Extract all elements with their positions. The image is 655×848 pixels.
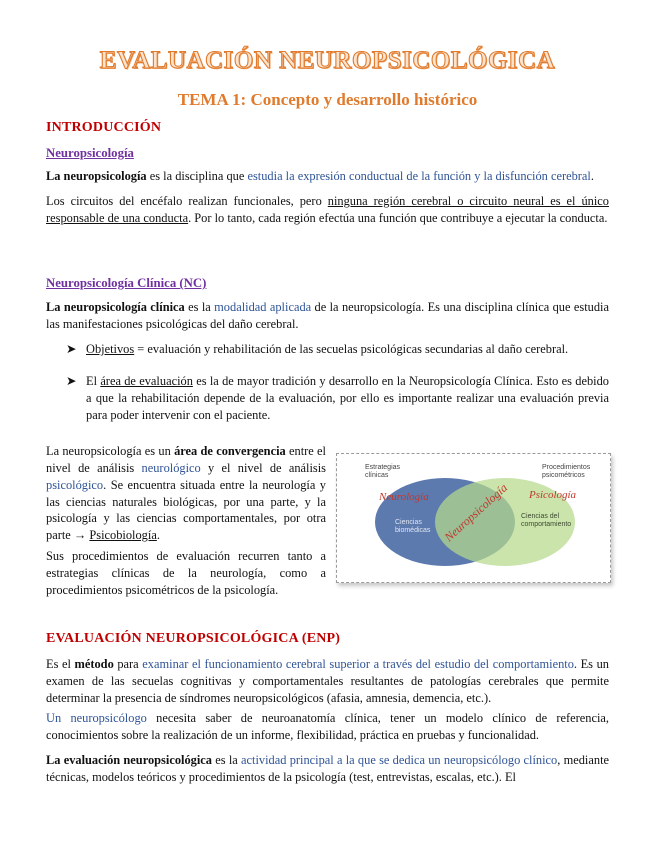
neuropsicologia-label: Neuropsicología bbox=[441, 480, 511, 545]
estrategias-label-1: Estrategias bbox=[365, 464, 401, 471]
bold-term: método bbox=[74, 657, 114, 671]
text: , mediante técnicas, modelos teóricos y procedimientos de la psicología (test, entrevistas, escalas, etc.). El bbox=[46, 753, 610, 784]
biomedicas-label-1: Ciencias bbox=[395, 519, 422, 526]
procedimientos-paragraph: Sus procedimientos de evaluación recurren tanto a estrategias clínicas de la neurología, como a procedimientos psicométricos de la psicología. bbox=[46, 549, 326, 597]
text: Los circuitos del encéfalo realizan funcionales, pero bbox=[46, 194, 328, 208]
underlined-text: área de evaluación bbox=[100, 374, 193, 388]
comportamiento-label-1: Ciencias del bbox=[521, 513, 560, 520]
highlight-text: modalidad aplicada bbox=[214, 300, 312, 314]
enp-paragraph-2 bbox=[46, 710, 609, 744]
bold-term: área de convergencia bbox=[174, 444, 286, 458]
intro-paragraph-2 bbox=[46, 193, 609, 227]
neurologia-label: Neurología bbox=[379, 491, 429, 503]
enp-paragraph-1 bbox=[46, 656, 609, 707]
text: entre el nivel de análisis bbox=[46, 444, 326, 475]
bold-term: La neuropsicología clínica bbox=[46, 300, 185, 314]
venn-svg bbox=[337, 454, 612, 584]
bold-term: La evaluación neuropsicológica bbox=[46, 753, 212, 767]
document-title: EVALUACIÓN NEUROPSICOLÓGICA bbox=[99, 47, 556, 74]
text: es la bbox=[212, 753, 242, 767]
underlined-text: ninguna región cerebral o circuito neural es el único responsable de una conducta bbox=[46, 194, 609, 225]
text: . Por lo tanto, cada región efectúa una función que contribuye a ejecutar la conducta. bbox=[188, 210, 608, 225]
underlined-text: Psicobiología bbox=[89, 528, 157, 543]
clinica-paragraph bbox=[46, 299, 609, 333]
intro-paragraph-1 bbox=[46, 168, 609, 185]
intro-heading: INTRODUCCIÓN bbox=[46, 120, 162, 135]
procedimientos-label-2: psicométricos bbox=[542, 472, 585, 479]
enp-heading: EVALUACIÓN NEUROPSICOLÓGICA (ENP) bbox=[46, 631, 341, 646]
text: es la bbox=[184, 300, 215, 314]
text: . Es un examen de las secuelas cognitivas y comportamentales resultantes de patologías cerebrales que permite determinar la presencia de síndromes neuropsicológicos (afasia, amnesia, demencia, etc.). bbox=[46, 657, 609, 705]
text: . Se encuentra situada entre la neurología y las ciencias naturales biológicas, por una parte, y la psicología y las ciencias comportamentales, por otra parte → bbox=[46, 477, 326, 543]
enp-paragraph-3 bbox=[46, 752, 609, 786]
clinica-subheading: Neuropsicología Clínica (NC) bbox=[46, 276, 207, 290]
text: es la de mayor tradición y desarrollo en la Neuropsicología Clínica. Esto es debido a que la rehabilitación depende de la evaluación, por ello es importante realizar una evaluación previa para poder intervenir con el paciente. bbox=[86, 374, 609, 422]
highlight-text: psicológico bbox=[46, 477, 104, 492]
text: de la neuropsicología. Es una disciplina clínica que estudia las manifestaciones psicológicas del daño cerebral. bbox=[46, 300, 609, 331]
text: El bbox=[86, 374, 101, 388]
text: y el nivel de análisis bbox=[200, 460, 327, 475]
text: para bbox=[113, 657, 143, 671]
evaluacion-bullet bbox=[66, 373, 609, 424]
highlight-text: examinar el funcionamiento cerebral superior a través del estudio del comportamiento bbox=[142, 657, 574, 671]
highlight-text: Un neuropsicólogo bbox=[46, 711, 147, 725]
neuropsicologia-subheading: Neuropsicología bbox=[46, 146, 134, 160]
convergencia-paragraph bbox=[46, 443, 326, 544]
arrow-bullet-icon: ➤ bbox=[66, 374, 77, 388]
comportamiento-label-2: comportamiento bbox=[521, 521, 572, 528]
highlight-text: estudia la expresión conductual de la función y la disfunción cerebral bbox=[247, 169, 591, 183]
psicologia-label: Psicología bbox=[529, 489, 577, 501]
text: La neuropsicología es un bbox=[46, 444, 175, 458]
underlined-text: Objetivos bbox=[86, 342, 135, 356]
text: necesita saber de neuroanatomía clínica, tener un modelo clínico de referencia, conocimientos sobre la realización de un informe, flexibilidad, práctica en pruebas y funcionalidad. bbox=[46, 711, 609, 742]
text: = evaluación y rehabilitación de las secuelas psicológicas secundarias al daño cerebral. bbox=[134, 342, 569, 356]
text: . bbox=[590, 169, 594, 183]
objetivos-bullet bbox=[66, 341, 609, 358]
bold-term: La neuropsicología bbox=[46, 169, 147, 183]
text: Es el bbox=[46, 657, 75, 671]
procedimientos-label-1: Procedimientos bbox=[542, 464, 591, 471]
text: es la disciplina que bbox=[146, 169, 248, 183]
venn-diagram bbox=[336, 453, 611, 583]
estrategias-label-2: clínicas bbox=[365, 472, 389, 479]
document-subtitle: TEMA 1: Concepto y desarrollo histórico bbox=[177, 90, 478, 109]
highlight-text: neurológico bbox=[141, 460, 201, 475]
highlight-text: actividad principal a la que se dedica un neuropsicólogo clínico bbox=[241, 753, 558, 767]
arrow-bullet-icon: ➤ bbox=[66, 342, 77, 356]
biomedicas-label-2: biomédicas bbox=[395, 527, 431, 534]
text: . bbox=[156, 528, 160, 543]
